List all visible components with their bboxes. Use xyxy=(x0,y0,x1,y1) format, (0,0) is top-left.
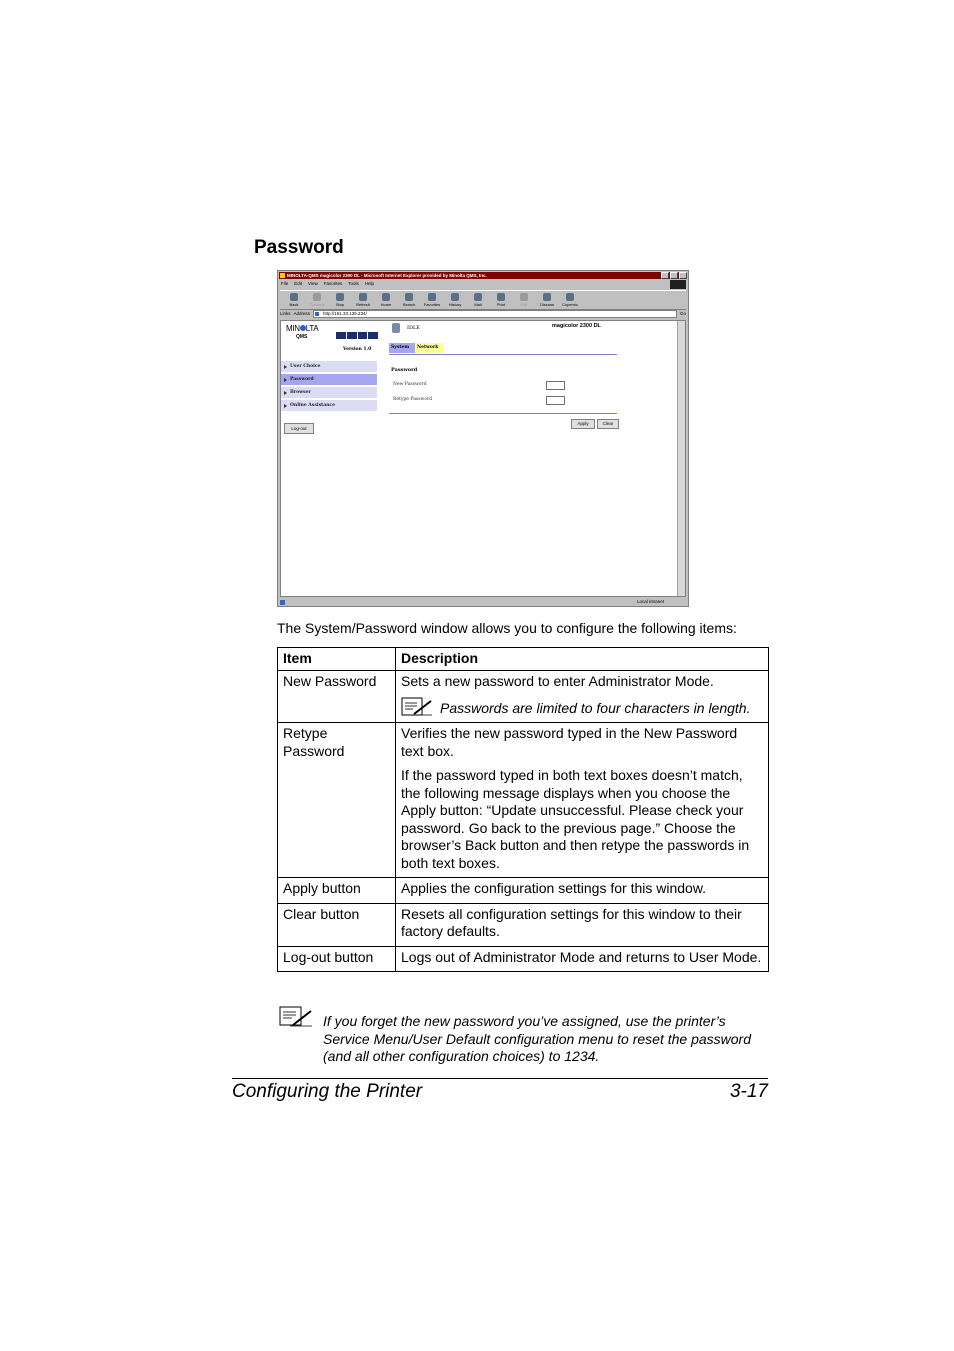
menu-edit[interactable]: Edit xyxy=(294,281,303,286)
footer-divider xyxy=(232,1078,768,1079)
minimize-icon[interactable] xyxy=(661,272,669,279)
mail-button[interactable]: Mail xyxy=(468,291,488,309)
forward-button[interactable]: Forward xyxy=(307,291,327,309)
tab-bar xyxy=(389,343,444,353)
browser-status-bar xyxy=(280,598,686,606)
table-header-row xyxy=(278,648,769,671)
back-arrow-icon xyxy=(290,293,298,301)
copernic-icon xyxy=(566,293,574,301)
back-button[interactable]: Back xyxy=(284,291,304,309)
footer-page-number: 3-17 xyxy=(729,1081,768,1102)
sidebar-item-password[interactable]: Password xyxy=(281,374,377,385)
description-cell: Verifies the new password typed in the New Password text box. If the password typed in both text boxes doesn’t match, the following message displays when you choose the Apply button: “Update unsuccessful. Please check your password. Go back to the previous page.” Choose the browser’s Back button and then retype the passwords in both text boxes. xyxy=(396,723,769,878)
footnote: If you forget the new password you’ve assigned, use the printer’s Service Menu/User Default configuration menu to reset the password (and all other configuration choices) to 1234. xyxy=(323,1013,751,1064)
refresh-button[interactable]: Refresh xyxy=(353,291,373,309)
printer-status: IDLE xyxy=(407,325,420,331)
address-input[interactable]: http://161.33.135.234/ xyxy=(313,310,677,318)
inline-note: Passwords are limited to four characters in length. xyxy=(401,697,763,717)
page-done-icon xyxy=(280,600,285,605)
window-title: MINOLTA-QMS magicolor 2300 DL - Microsoft Internet Explorer provided by Minolta QMS, Inc. xyxy=(287,273,487,278)
form-title: Password xyxy=(391,367,418,373)
printer-icon xyxy=(497,293,505,301)
vertical-scrollbar[interactable] xyxy=(677,321,685,596)
stop-icon xyxy=(336,293,344,301)
history-button[interactable]: History xyxy=(445,291,465,309)
tab-divider xyxy=(389,354,617,355)
minolta-logo: MIN LTA xyxy=(286,324,319,333)
close-icon[interactable] xyxy=(679,272,687,279)
logo-banner xyxy=(336,332,378,339)
table-row xyxy=(278,946,769,972)
sidebar-nav xyxy=(281,361,377,413)
tab-system[interactable]: System xyxy=(389,343,415,353)
menu-tools[interactable]: Tools xyxy=(348,281,359,286)
print-button[interactable]: Print xyxy=(491,291,511,309)
window-title-bar xyxy=(279,272,687,279)
search-button[interactable]: Search xyxy=(399,291,419,309)
favorites-icon xyxy=(428,293,436,301)
note-pencil-icon xyxy=(401,697,433,717)
copernic-button[interactable]: Copernic xyxy=(560,291,580,309)
note-pencil-icon xyxy=(279,1006,313,1028)
table-row xyxy=(278,903,769,946)
sidebar-item-browser[interactable]: Browser xyxy=(281,387,377,398)
home-icon xyxy=(382,293,390,301)
browser-content xyxy=(280,320,686,597)
security-zone: Local intranet xyxy=(636,599,664,604)
new-password-label: New Password xyxy=(393,382,427,387)
go-button[interactable]: Go xyxy=(679,311,686,316)
tab-network[interactable]: Network xyxy=(415,343,444,353)
address-label: Address xyxy=(293,311,311,316)
column-header-item: Item xyxy=(278,648,396,671)
discuss-icon xyxy=(543,293,551,301)
menu-help[interactable]: Help xyxy=(364,281,375,286)
logout-button[interactable]: Log-out xyxy=(284,423,314,434)
description-cell: Resets all configuration settings for this window to their factory defaults. xyxy=(396,903,769,946)
clear-button[interactable]: Clear xyxy=(597,419,619,429)
menu-view[interactable]: View xyxy=(308,281,318,286)
menu-file[interactable]: File xyxy=(281,281,289,286)
items-table xyxy=(277,647,769,972)
links-label[interactable]: Links xyxy=(280,311,291,316)
browser-toolbar xyxy=(280,290,686,310)
table-row xyxy=(278,670,769,723)
description-cell: Applies the configuration settings for this window. xyxy=(396,878,769,904)
retype-password-label: Retype Password xyxy=(393,397,433,402)
item-cell: Apply button xyxy=(278,878,396,904)
sidebar-item-user-choice[interactable]: User Choice xyxy=(281,361,377,372)
menu-bar xyxy=(281,280,374,288)
form-divider xyxy=(389,413,617,414)
refresh-icon xyxy=(359,293,367,301)
mail-icon xyxy=(474,293,482,301)
printer-model: magicolor 2300 DL xyxy=(552,323,601,329)
printer-status-icon xyxy=(392,323,400,333)
home-button[interactable]: Home xyxy=(376,291,396,309)
maximize-icon[interactable] xyxy=(670,272,678,279)
edit-icon xyxy=(520,293,528,301)
browser-screenshot xyxy=(277,270,689,607)
address-bar xyxy=(280,309,686,318)
forward-arrow-icon xyxy=(313,293,321,301)
table-row xyxy=(278,878,769,904)
version-label: Version 1.0 xyxy=(343,347,372,352)
retype-password-input[interactable] xyxy=(546,396,565,405)
apply-button[interactable]: Apply xyxy=(571,419,595,429)
discuss-button[interactable]: Discuss xyxy=(537,291,557,309)
column-header-description: Description xyxy=(396,648,769,671)
footer-chapter-title: Configuring the Printer xyxy=(232,1081,423,1102)
sidebar-item-online-assistance[interactable]: Online Assistance xyxy=(281,400,377,411)
search-icon xyxy=(405,293,413,301)
stop-button[interactable]: Stop xyxy=(330,291,350,309)
intro-paragraph: The System/Password window allows you to configure the following items: xyxy=(277,620,737,636)
item-cell: Log-out button xyxy=(278,946,396,972)
item-cell: New Password xyxy=(278,670,396,723)
description-cell: Logs out of Administrator Mode and returns to User Mode. xyxy=(396,946,769,972)
description-cell: Sets a new password to enter Administrator Mode. Passwords are limited to four characters in length. xyxy=(396,670,769,723)
new-password-input[interactable] xyxy=(546,381,565,390)
history-icon xyxy=(451,293,459,301)
item-cell: Clear button xyxy=(278,903,396,946)
ie-window-icon xyxy=(280,273,285,278)
qms-logo: QMS xyxy=(296,334,308,340)
edit-button[interactable]: Edit xyxy=(514,291,534,309)
section-title: Password xyxy=(254,237,344,258)
table-row xyxy=(278,723,769,878)
window-controls xyxy=(661,272,687,279)
menu-favorites[interactable]: Favorites xyxy=(323,281,343,286)
windows-logo-icon xyxy=(670,280,686,289)
favorites-button[interactable]: Favorites xyxy=(422,291,442,309)
item-cell: Retype Password xyxy=(278,723,396,878)
